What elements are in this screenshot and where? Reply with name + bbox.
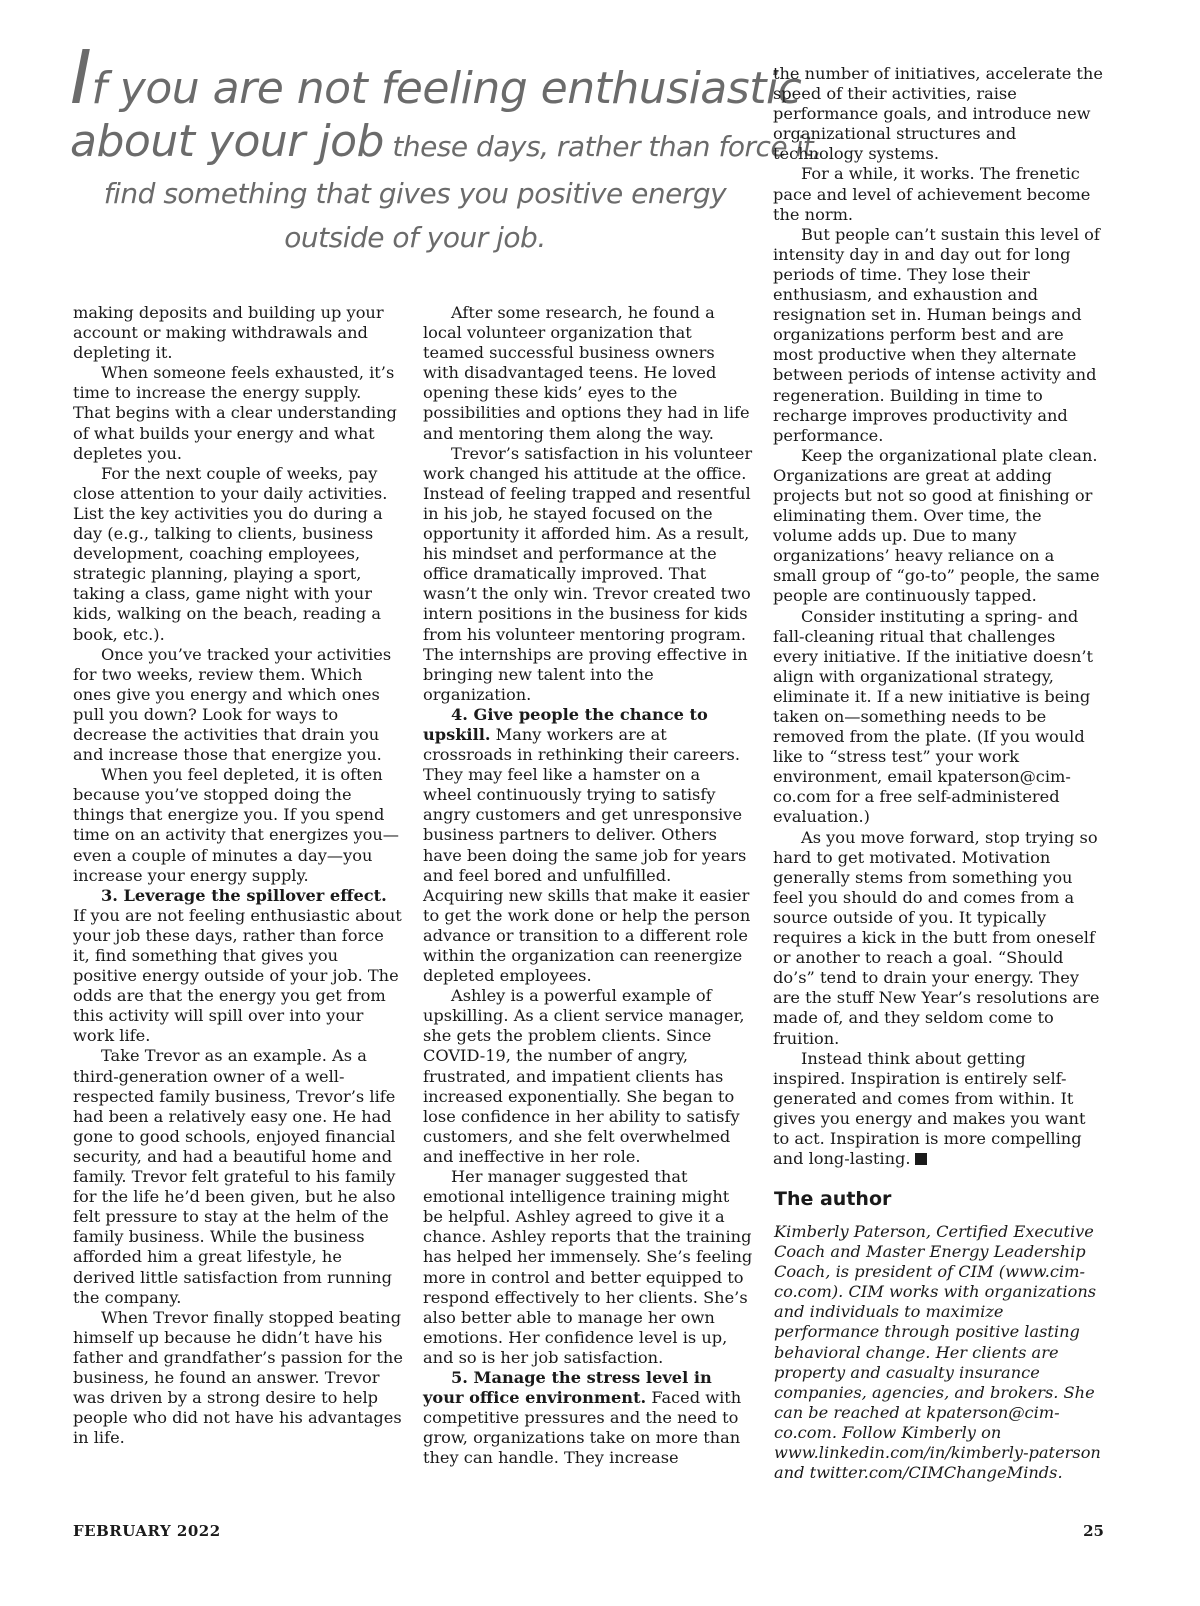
issue-date: FEBRUARY 2022 — [73, 1522, 221, 1540]
paragraph: the number of initiatives, accelerate the speed of their activities, raise performance goals, and introduce new organizational structures and technology systems. — [773, 64, 1103, 164]
section-heading: 4. Give people the chance to upskill. — [423, 704, 708, 744]
paragraph: Her manager suggested that emotional intelligence training might be helpful. Ashley agreed to give it a chance. Ashley reports that the training has helped her immensely. She’s feeling more in control and better equipped to respond effectively to her clients. She’s also better able to manage her own emotions. Her confidence level is up, and so is her job satisfaction. — [423, 1167, 753, 1367]
pull-quote-line-4: outside of your job. — [284, 221, 546, 254]
pull-quote-line-1: If you are not feeling enthusiastic — [70, 35, 802, 121]
paragraph: When you feel depleted, it is often because you’ve stopped doing the things that energize you. If you spend time on an activity that energizes you—even a couple of minutes a day—you increase your energy supply. — [73, 765, 399, 885]
pull-quote-initial: I — [70, 35, 92, 121]
article-column-2 — [423, 303, 753, 1468]
paragraph: For the next couple of weeks, pay close attention to your daily activities. List the key activities you do during a day (e.g., talking to clients, business development, coaching employees, strategic planning, playing a sport, taking a class, game night with your kids, walking on the beach, reading a book, etc.). — [73, 463, 388, 644]
author-bio: Kimberly Paterson, Certified Executive Coach and Master Energy Leadership Coach, is president of CIM (www.cim-co.com). CIM works with organizations and individuals to maximize performance through positive lasting behavioral change. Her clients are property and casualty insurance companies, agencies, and brokers. She can be reached at kpaterson@cim-co.com. Follow Kimberly on www.linkedin.com/in/kimberly-paterson and twitter.com/CIMChangeMinds. — [774, 1222, 1101, 1483]
article-column-3 — [773, 64, 1103, 1169]
paragraph: Trevor’s satisfaction in his volunteer work changed his attitude at the office. Instead of feeling trapped and resentful in his job, he stayed focused on the opportunity it afforded him. As a result, his mindset and performance at the office dramatically improved. That wasn’t the only win. Trevor created two intern positions in the business for kids from his volunteer mentoring program. The internships are proving effective in bringing new talent into the organization. — [423, 443, 753, 704]
section-heading: 3. Leverage the spillover effect. — [101, 885, 387, 905]
paragraph: For a while, it works. The frenetic pace and level of achievement become the norm. — [773, 164, 1091, 224]
paragraph: After some research, he found a local volunteer organization that teamed successful business owners with disadvantaged teens. He loved opening these kids’ eyes to the possibilities and options they had in life and mentoring them along the way. — [423, 303, 750, 443]
paragraph: Once you’ve tracked your activities for two weeks, review them. Which ones give you energy and which ones pull you down? Look for ways to decrease the activities that drain you and increase those that energize you. — [73, 644, 392, 765]
paragraph: As you move forward, stop trying so hard to get motivated. Motivation generally stems from something you feel you should do and comes from a source outside of you. It typically requires a kick in the butt from oneself or another to reach a goal. “Should do’s” tend to drain your energy. They are the stuff New Year’s resolutions are made of, and they seldom come to fruition. — [773, 827, 1100, 1048]
paragraph: 3. Leverage the spillover effect. If you are not feeling enthusiastic about your job these days, rather than force it, find something that gives you positive energy outside of your job. The odds are that the energy you get from this activity will spill over into your work life. — [73, 885, 402, 1046]
paragraph: Take Trevor as an example. As a third-generation owner of a well-respected family business, Trevor’s life had been a relatively easy one. He had gone to good schools, enjoyed financial security, and had a beautiful home and family. Trevor felt grateful to his family for the life he’d been given, but he also felt pressure to stay at the helm of the family business. While the business afforded him a great lifestyle, he derived little satisfaction from running the company. — [73, 1046, 396, 1307]
paragraph: Keep the organizational plate clean. Organizations are great at adding projects but not so good at finishing or eliminating them. Over time, the volume adds up. Due to many organizations’ heavy reliance on a small group of “go-to” people, the same people are continuously tapped. — [773, 445, 1100, 606]
end-mark-icon — [915, 1153, 927, 1165]
paragraph: 5. Manage the stress level in your office environment. Faced with competitive pressures and the need to grow, organizations take on more than they can handle. They increase — [423, 1367, 742, 1468]
paragraph: Instead think about getting inspired. Inspiration is entirely self-generated and comes from within. It gives you energy and makes you want to act. Inspiration is more compelling and long-lasting. — [773, 1048, 1086, 1169]
paragraph: Consider instituting a spring- and fall-cleaning ritual that challenges every initiative. If the initiative doesn’t align with organizational strategy, eliminate it. If a new initiative is being taken on—something needs to be removed from the plate. (If you would like to “stress test” your work environment, email kpaterson@cim-co.com for a free self-administered evaluation.) — [773, 606, 1094, 827]
pull-quote — [70, 35, 822, 260]
section-heading: 5. Manage the stress level in your office environment. — [423, 1367, 712, 1408]
article-column-1 — [73, 303, 403, 1448]
paragraph: When someone feels exhausted, it’s time to increase the energy supply. That begins with a clear understanding of what builds your energy and what depletes you. — [73, 363, 397, 463]
paragraph: 4. Give people the chance to upskill. Many workers are at crossroads in rethinking their careers. They may feel like a hamster on a wheel continuously trying to satisfy angry customers and get unresponsive business partners to deliver. Others have been doing the same job for years and feel bored and unfulfilled. Acquiring new skills that make it easier to get the work done or help the person advance or transition to a different role within the organization can reenergize depleted employees. — [423, 704, 751, 986]
author-heading: The author — [774, 1188, 892, 1210]
paragraph: Ashley is a powerful example of upskilling. As a client service manager, she gets the problem clients. Since COVID-19, the number of angry, frustrated, and impatient clients has increased exponentially. She began to lose confidence in her ability to satisfy customers, and she felt overwhelmed and ineffective in her role. — [423, 986, 745, 1166]
pull-quote-line-2: about your job these days, rather than force it, — [70, 116, 822, 167]
paragraph: making deposits and building up your account or making withdrawals and depleting it. — [73, 303, 384, 363]
pull-quote-line-3: find something that gives you positive energy — [103, 177, 727, 210]
paragraph: But people can’t sustain this level of intensity day in and day out for long periods of time. They lose their enthusiasm, and exhaustion and resignation set in. Human beings and organizations perform best and are most productive when they alternate between periods of intense activity and regeneration. Building in time to recharge improves productivity and performance. — [773, 224, 1100, 445]
page-number: 25 — [1083, 1522, 1104, 1540]
paragraph: When Trevor finally stopped beating himself up because he didn’t have his father and grandfather’s passion for the business, he found an answer. Trevor was driven by a strong desire to help people who did not have his advantages in life. — [73, 1307, 403, 1448]
